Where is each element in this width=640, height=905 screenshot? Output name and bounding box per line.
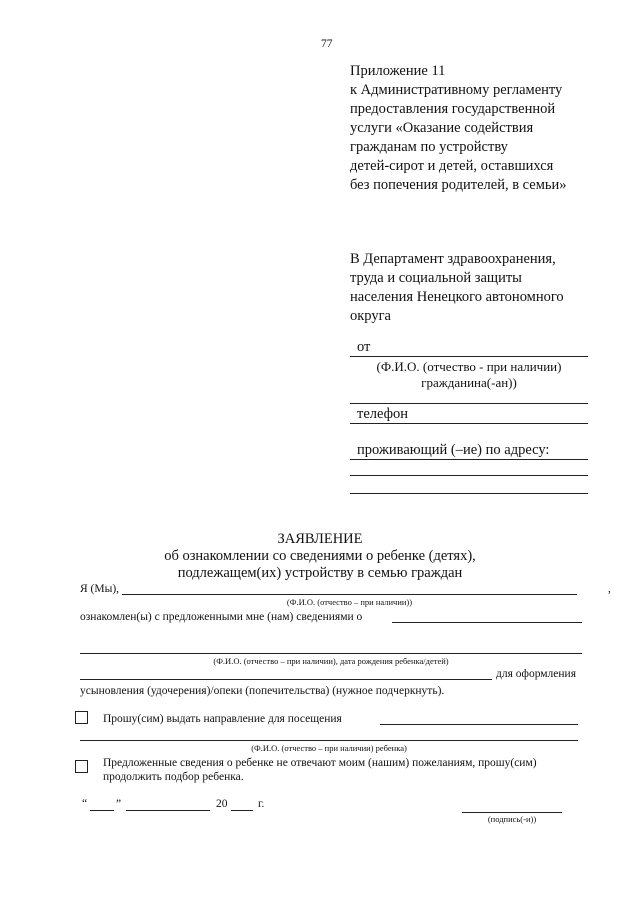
appendix-block [350,62,567,195]
i-we-label: Я (Мы), [80,583,120,595]
option1-line-short[interactable] [380,724,578,725]
option1-line-full[interactable] [80,740,578,741]
familiarized-text: ознакомлен(ы) с предложенными мне (нам) сведениями о [80,611,363,623]
appendix-line: предоставления государственной [350,101,556,117]
phone-label: телефон [357,406,409,422]
appendix-line: Приложение 11 [350,63,446,79]
option1-hint: (Ф.И.О. (отчество – при наличии) ребенка) [251,743,407,753]
addressee-line: округа [350,308,391,324]
page-number: 77 [321,38,333,50]
child-info-line-short[interactable] [392,622,582,623]
option2-line: Предложенные сведения о ребенке не отвечают моим (нашим) пожеланиям, прошу(сим) [103,757,537,769]
appendix-line: услуги «Оказание содействия [350,120,534,136]
addressee-line: В Департамент здравоохранения, [350,251,556,267]
from-line[interactable] [350,356,588,357]
addressee-line: труда и социальной защиты [350,270,522,286]
year-line[interactable] [231,810,253,811]
appendix-line: гражданам по устройству [350,139,508,155]
address-line-3[interactable] [350,493,588,494]
appendix-line: без попечения родителей, в семьи» [350,177,567,193]
month-line[interactable] [126,810,210,811]
address-label: проживающий (–ие) по адресу: [357,442,550,458]
for-registration-text: для оформления [496,668,577,680]
fio-hint-line: (Ф.И.О. (отчество - при наличии) [376,359,562,374]
signature-hint: (подпись(-и)) [487,814,537,824]
phone-line[interactable] [350,423,588,424]
document-title: ЗАЯВЛЕНИЕ [277,531,363,547]
address-line-2[interactable] [350,475,588,476]
option2-checkbox[interactable] [75,760,88,773]
option2-text [103,756,587,784]
separator-line [350,403,588,404]
year-prefix: 20 [216,798,228,810]
option2-line: продолжить подбор ребенка. [103,771,244,783]
child-info-line-full[interactable] [80,653,582,654]
option1-checkbox[interactable] [75,711,88,724]
trailing-comma: , [608,583,611,595]
document-subtitle-2: подлежащем(их) устройству в семью граждан [177,565,463,581]
applicant-name-hint: (Ф.И.О. (отчество – при наличии)) [286,597,413,607]
date-quote-close: ” [116,798,122,810]
fio-hint [350,359,588,391]
signature-line[interactable] [462,812,562,813]
day-line[interactable] [90,810,114,811]
from-label: от [357,339,371,355]
appendix-line: к Административному регламенту [350,82,563,98]
applicant-name-line[interactable] [122,594,577,595]
child-info-line-3[interactable] [80,679,492,680]
address-line-1[interactable] [350,459,588,460]
document-subtitle-1: об ознакомлении со сведениями о ребенке (детях), [164,548,476,564]
adoption-text: усыновления (удочерения)/опеки (попечительства) (нужное подчеркнуть). [80,685,445,697]
addressee-line: населения Ненецкого автономного [350,289,564,305]
year-suffix: г. [258,798,265,810]
appendix-line: детей-сирот и детей, оставшихся [350,158,554,174]
addressee-block [350,250,564,326]
child-info-hint: (Ф.И.О. (отчество – при наличии), дата рождения ребенка/детей) [213,656,449,666]
option1-text: Прошу(сим) выдать направление для посещения [103,713,342,725]
date-quote-open: “ [82,798,88,810]
fio-hint-line: гражданина(-ан)) [421,375,517,390]
